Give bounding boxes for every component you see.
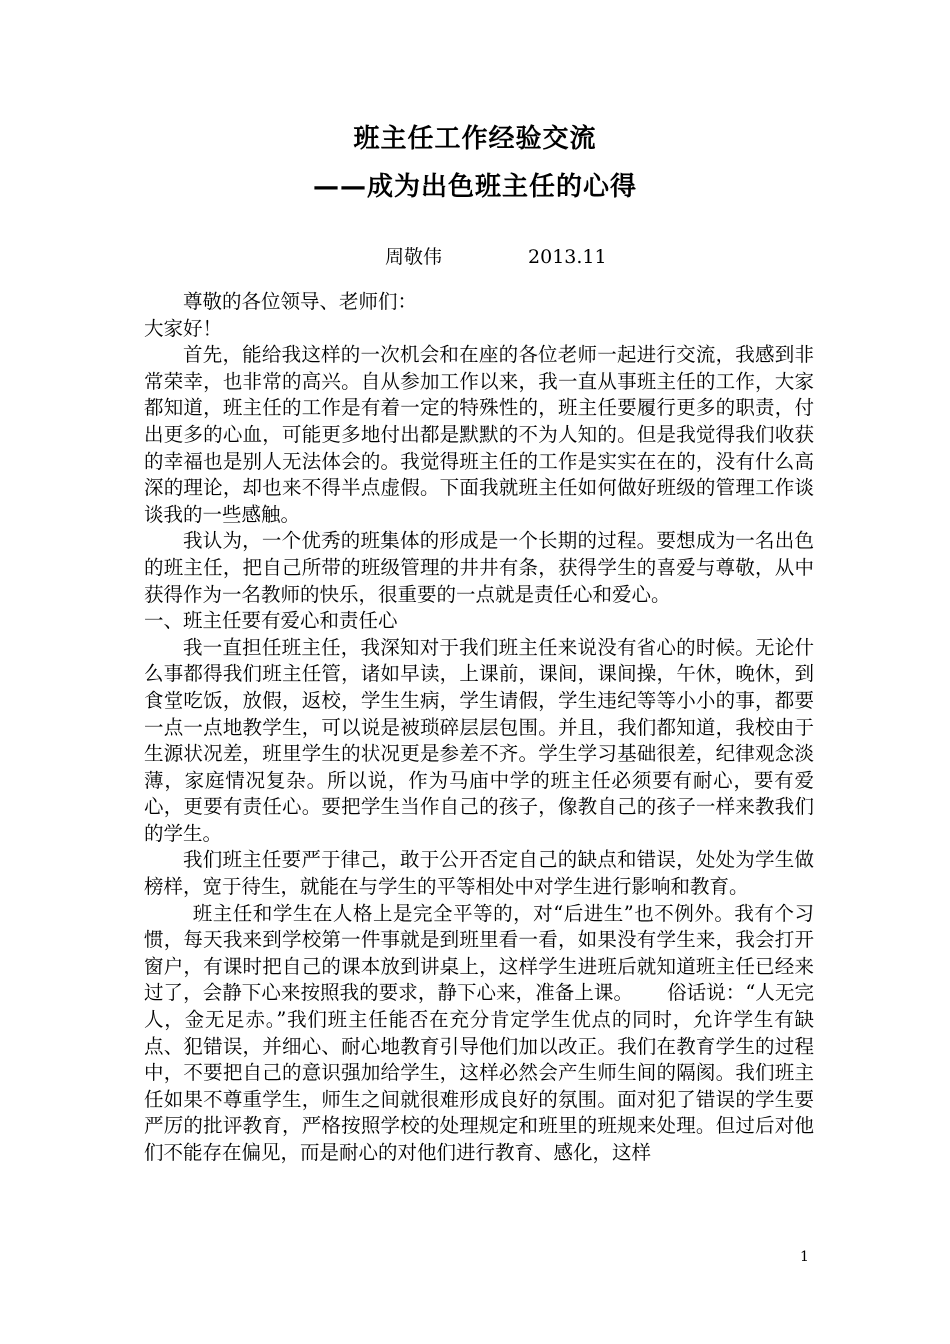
greeting: 大家好！ [144, 316, 223, 340]
document-body [144, 289, 814, 1167]
paragraph: 我一直担任班主任，我深知对于我们班主任来说没有省心的时候。无论什么事都得我们班主任管，诸如早读，上课前，课间，课间操，午休，晚休，到食堂吃饭，放假，返校，学生生病，学生请假，学生违纪等等小小的事，都要一点一点地教学生，可以说是被琐碎层层包围。并且，我们都知道，我校由于生源状况差，班里学生的状况更是参差不齐。学生学习基础很差，纪律观念淡薄，家庭情况复杂。所以说，作为马庙中学的班主任必须要有耐心，要有爱心，更要有责任心。要把学生当作自己的孩子，像教自己的孩子一样来教我们的学生。 [144, 635, 814, 845]
author-name: 周敬伟 [385, 246, 443, 268]
author-line [385, 244, 607, 270]
paragraph-part: 班主任和学生在人格上是完全平等的，对“后进生”也不例外。我有个习惯，每天我来到学校第一件事就是到班里看一看，如果没有学生来，我会打开窗户，有课时把自己的课本放到讲桌上，这样学生进班后就知道班主任已经来过了，会静下心来按照我的要求，静下心来，准备上课。 [144, 901, 814, 1005]
document-subtitle: ——成为出色班主任的心得 [312, 172, 637, 202]
paragraph-part: 俗话说：“人无完人，金无足赤。”我们班主任能否在充分肯定学生优点的同时，允许学生有缺点、犯错误，并细心、耐心地教育引导他们加以改正。我们在教育学生的过程中，不要把自己的意识强加给学生，这样必然会产生师生间的隔阂。我们班主任如果不尊重学生，师生之间就很难形成良好的氛围。面对犯了错误的学生要严厉的批评教育，严格按照学校的处理规定和班里的班规来处理。但过后对他们不能存在偏见，而是耐心的对他们进行教育、感化，这样 [144, 981, 814, 1164]
document-date: 2013.11 [528, 246, 607, 268]
section-heading: 一、班主任要有爱心和责任心 [144, 609, 398, 633]
paragraph: 首先，能给我这样的一次机会和在座的各位老师一起进行交流，我感到非常荣幸，也非常的高兴。自从参加工作以来，我一直从事班主任的工作，大家都知道，班主任的工作是有着一定的特殊性的，班主任要履行更多的职责，付出更多的心血，可能更多地付出都是默默的不为人知的。但是我觉得我们收获的幸福也是别人无法体会的。我觉得班主任的工作是实实在在的，没有什么高深的理论，却也来不得半点虚假。下面我就班主任如何做好班级的管理工作谈谈我的一些感触。 [144, 343, 814, 526]
page-number: 1 [800, 1249, 809, 1265]
salutation: 尊敬的各位领导、老师们： [183, 290, 418, 313]
document-title: 班主任工作经验交流 [353, 124, 597, 154]
paragraph [144, 901, 814, 1167]
paragraph: 我们班主任要严于律己，敢于公开否定自己的缺点和错误，处处为学生做榜样，宽于待生，就能在与学生的平等相处中对学生进行影响和教育。 [144, 848, 814, 899]
paragraph: 我认为，一个优秀的班集体的形成是一个长期的过程。要想成为一名出色的班主任，把自己所带的班级管理的井井有条，获得学生的喜爱与尊敬，从中获得作为一名教师的快乐，很重要的一点就是责任心和爱心。 [144, 529, 814, 606]
